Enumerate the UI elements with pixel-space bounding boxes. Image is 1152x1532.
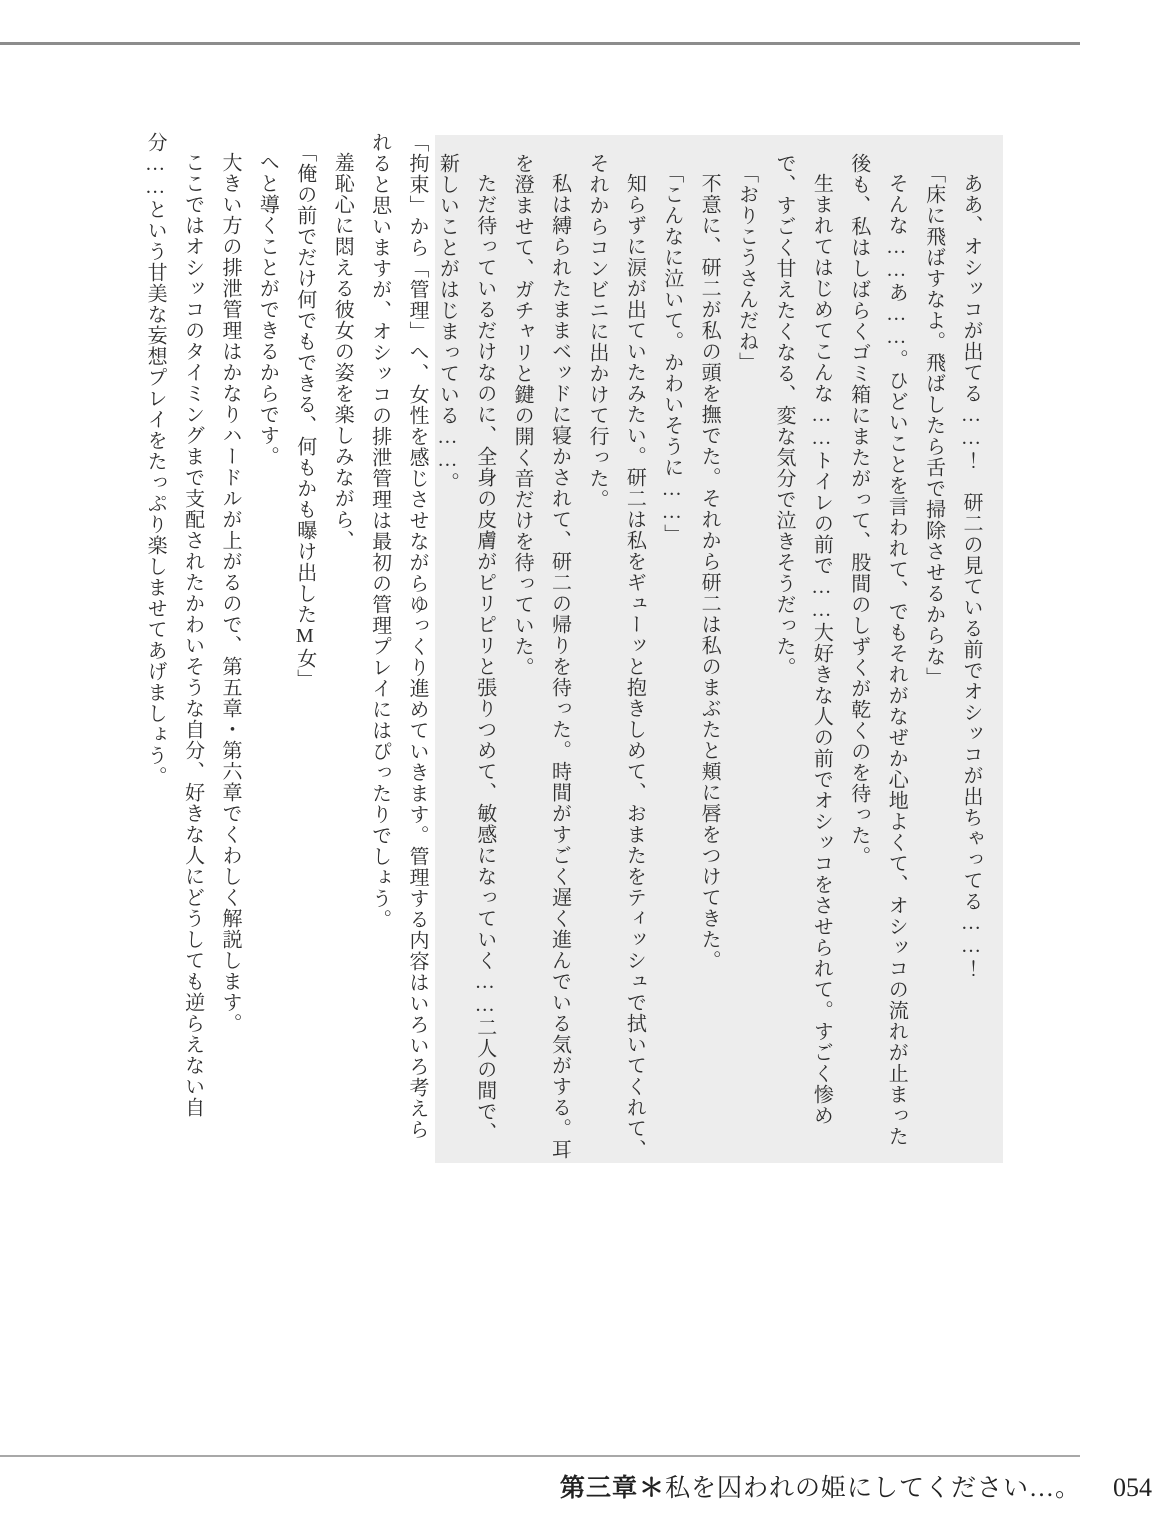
quote-paragraph: 知らずに涙が出ていたみたい。研二は私をギューッと抱きしめて、おまたをティッシュで拭いてくれて、それからコンビニに出かけて行った。: [585, 153, 646, 1160]
quote-paragraph: 生まれてはじめてこんな……トイレの前で……大好きな人の前でオシッコをさせられて。すごく惨めで、すごく甘えたくなる、変な気分で泣きそうだった。: [772, 153, 833, 1126]
quote-paragraph: ああ、オシッコが出てる……！ 研二の見ている前でオシッコが出ちゃってる……！: [960, 173, 982, 979]
narrative-quote-block: [435, 135, 1003, 1163]
quote-paragraph: 「おりこうさんだね」: [735, 163, 758, 373]
commentary-paragraph: 「拘束」から「管理」へ、女性を感じさせながらゆっくり進めていきます。管理する内容はいろいろ考えられると思いますが、オシッコの排泄管理は最初の管理プレイにはぴったりでしょう。: [368, 132, 428, 1140]
chapter-label: 第三章: [560, 1474, 639, 1502]
chapter-separator: ＊: [639, 1474, 665, 1502]
page-number: 054: [1113, 1473, 1152, 1502]
chapter-title: 私を囚われの姫にしてください…。: [665, 1475, 1082, 1502]
quote-paragraph: そんな……あ……。ひどいことを言われて、でもそれがなぜか心地よくて、オシッコの流れが止まった後も、私はしばらくゴミ箱にまたがって、股間のしずくが乾くのを待った。: [847, 153, 908, 1147]
quote-paragraph: 「こんなに泣いて。かわいそうに……」: [660, 163, 683, 545]
quote-paragraph: 私は縛られたままベッドに寝かされて、研二の帰りを待った。時間がすごく遅く進んでいる気がする。耳を澄ませて、ガチャリと鍵の開く音だけを待っていた。: [511, 153, 571, 1160]
commentary-section: [118, 132, 435, 1154]
footer: [560, 1468, 1152, 1504]
quote-paragraph: 不意に、研二が私の頭を撫でた。それから研二は私のまぶたと頬に唇をつけてきた。: [698, 173, 721, 971]
commentary-paragraph: 大きい方の排泄管理はかなりハードルが上がるので、第五章・第六章でくわしく解説します。: [218, 152, 241, 1034]
commentary-paragraph: ここではオシッコのタイミングまで支配されたかわいそうな自分、好きな人にどうしても逆らえない自分……という甘美な妄想プレイをたっぷり楽しませてあげましょう。: [144, 132, 204, 1118]
quote-paragraph: ただ待っているだけなのに、全身の皮膚がピリピリと張りつめて、敏感になっていく……二人の間で、新しいことがはじまっている……。: [436, 153, 496, 1143]
top-rule: [0, 42, 1080, 45]
commentary-paragraph: へと導くことができるからです。: [256, 152, 279, 467]
quote-paragraph: 「床に飛ばすなよ。飛ばしたら舌で掃除させるからな」: [922, 163, 945, 688]
bottom-rule: [0, 1455, 1080, 1457]
commentary-paragraph: 羞恥心に悶える彼女の姿を楽しみながら、: [331, 152, 354, 551]
commentary-paragraph: 「俺の前でだけ何でもできる、何もかも曝け出したM女」: [293, 142, 316, 690]
